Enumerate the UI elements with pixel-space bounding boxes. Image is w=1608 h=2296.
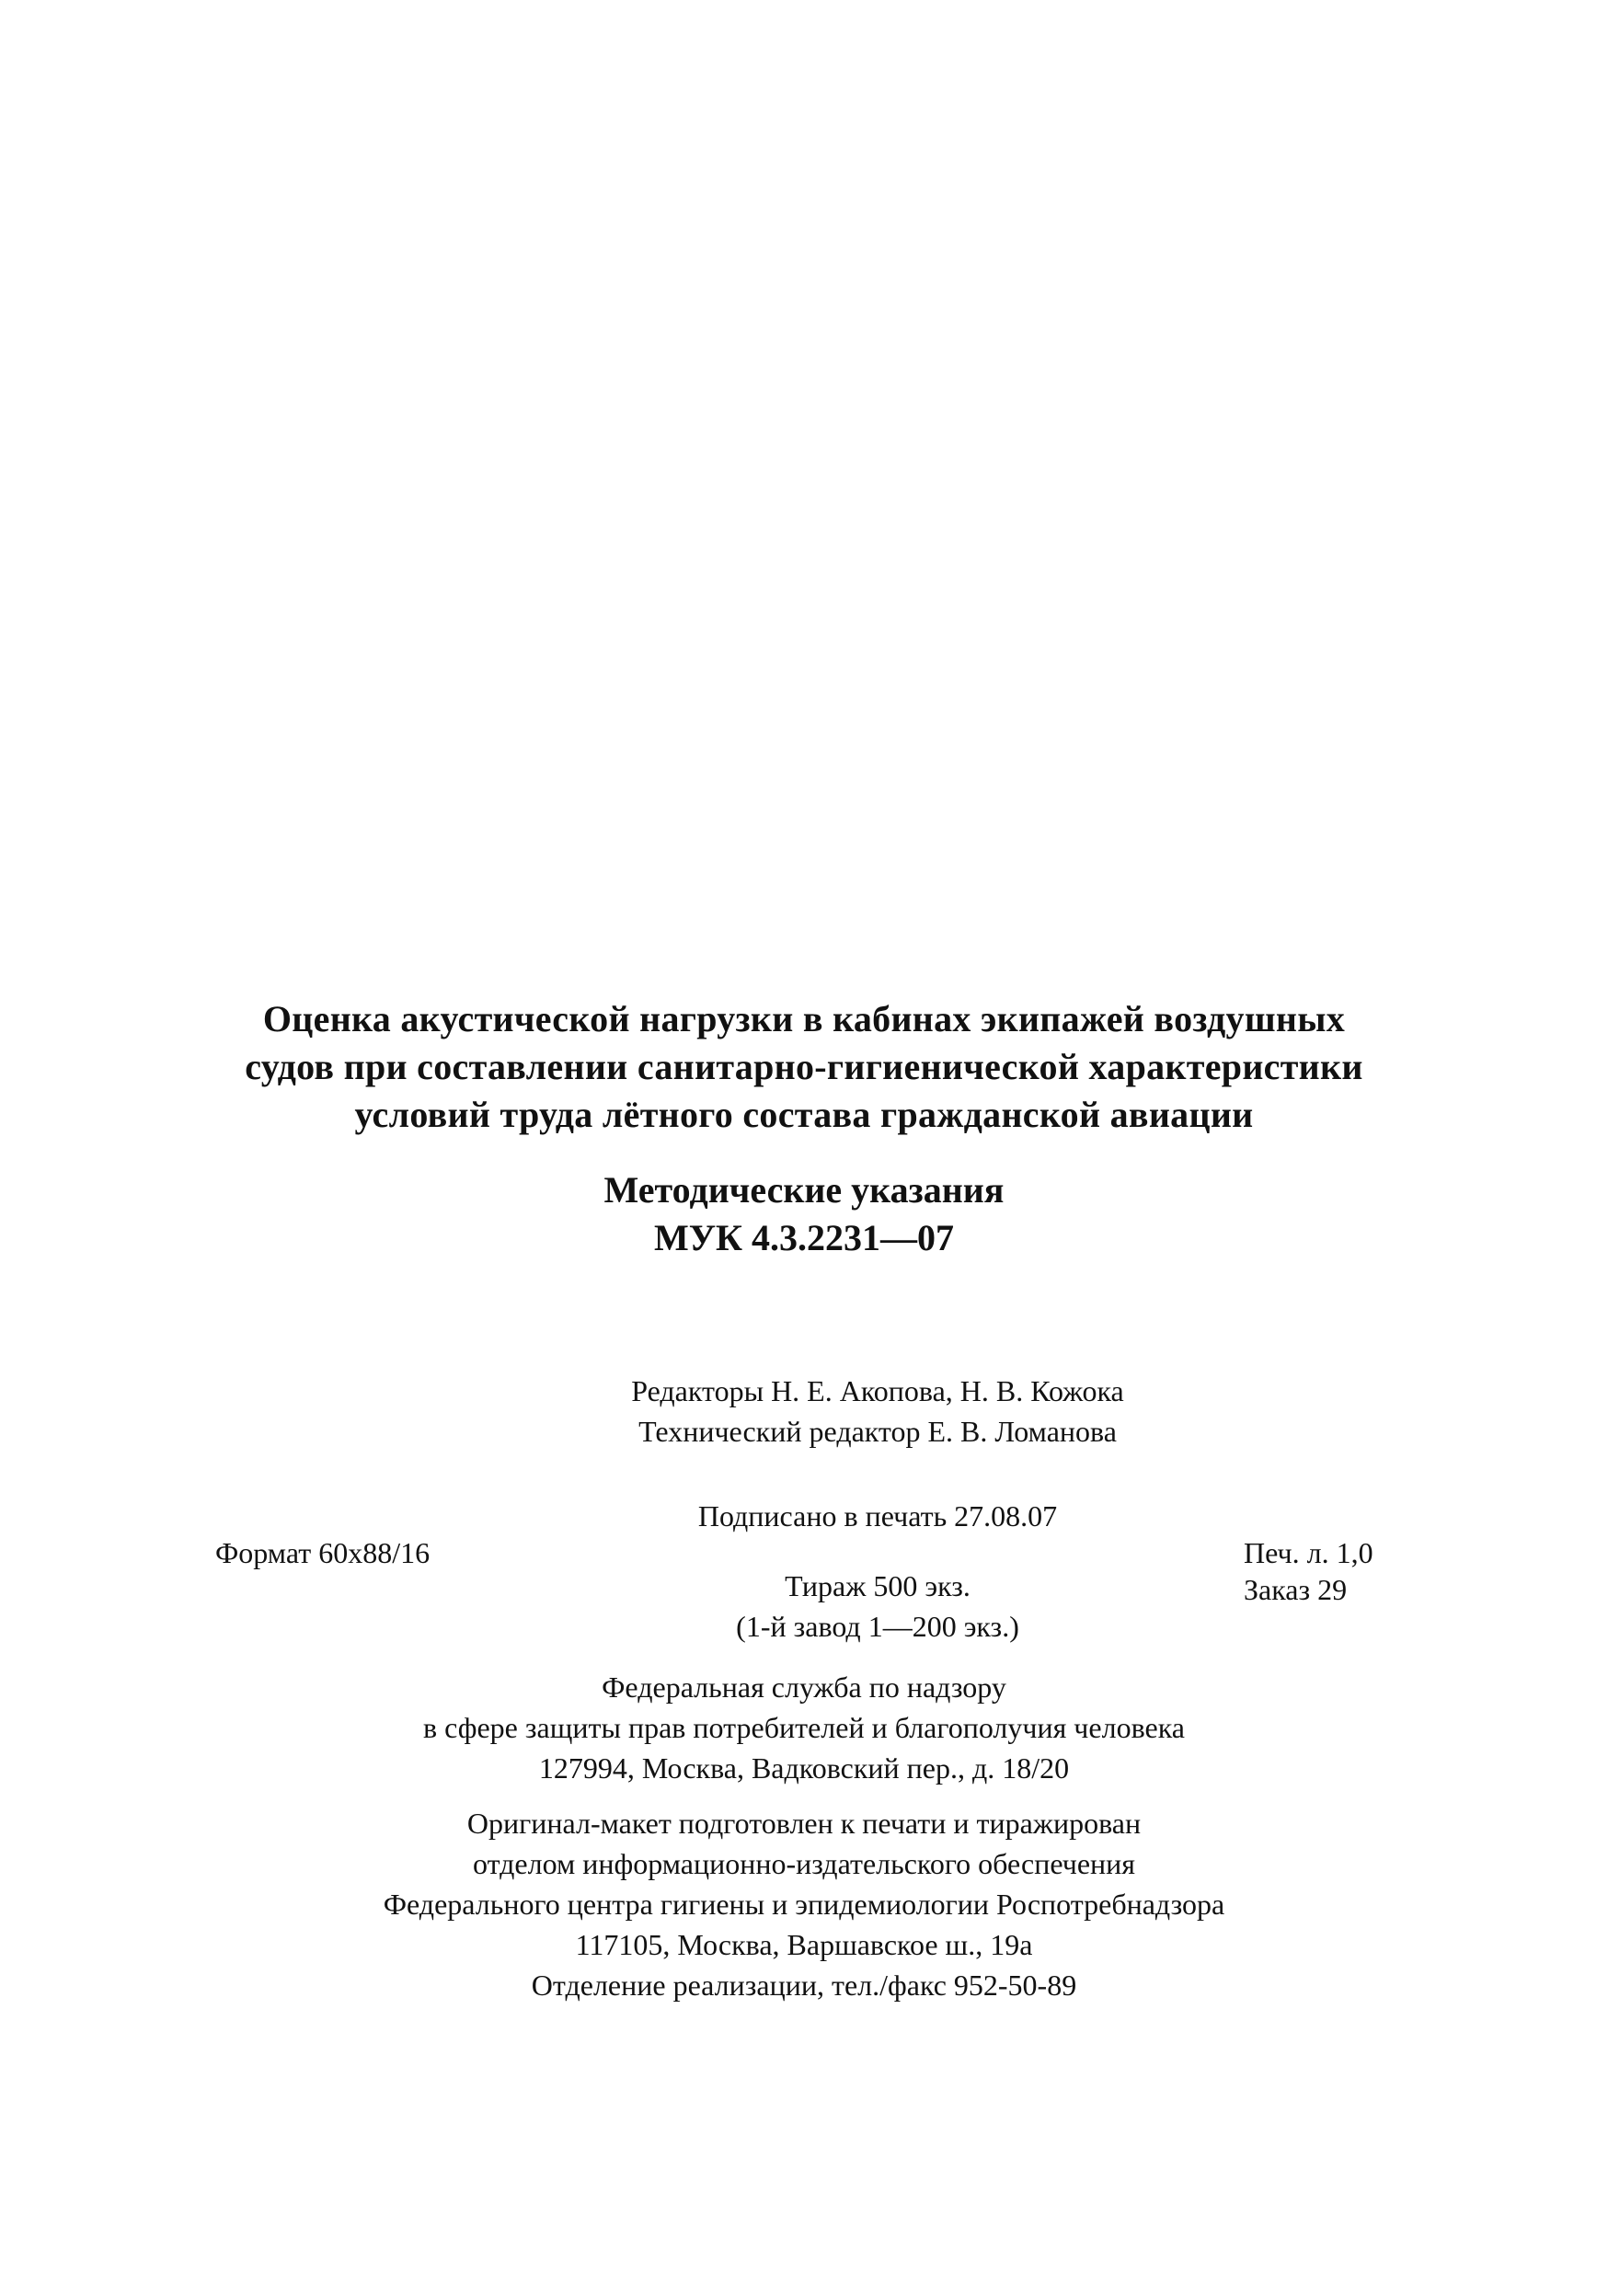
publisher-line-3: Федерального центра гигиены и эпидемиологии Роспотребнадзора — [383, 1888, 1225, 1921]
publisher-address: 117105, Москва, Варшавское ш., 19а — [575, 1928, 1033, 1961]
title-line-1: Оценка акустической нагрузки в кабинах экипажей воздушных — [262, 998, 1346, 1039]
printed-sheets: Печ. л. 1,0 — [1244, 1536, 1373, 1569]
title-line-3: условий труда лётного состава гражданской авиации — [354, 1094, 1254, 1135]
publisher-line-1: Оригинал-макет подготовлен к печати и тиражирован — [466, 1807, 1142, 1840]
subtitle-type: Методические указания — [603, 1169, 1005, 1211]
technical-editor-line: Технический редактор Е. В. Ломанова — [638, 1415, 1117, 1448]
editors-line: Редакторы Н. Е. Акопова, Н. В. Кожока — [631, 1374, 1124, 1407]
editors-credits — [350, 1371, 1406, 1452]
order-number: Заказ 29 — [1244, 1573, 1348, 1606]
agency-line-1: Федеральная служба по надзору — [602, 1670, 1006, 1704]
agency-info — [276, 1667, 1332, 1788]
print-run — [350, 1566, 1406, 1647]
agency-line-2: в сфере защиты прав потребителей и благополучия человека — [423, 1711, 1185, 1744]
sales-department: Отделение реализации, тел./факс 952-50-89 — [531, 1969, 1077, 2002]
document-subtitle — [276, 1166, 1332, 1262]
agency-address: 127994, Москва, Вадковский пер., д. 18/20 — [538, 1751, 1070, 1785]
paper-format: Формат 60x88/16 — [215, 1536, 431, 1569]
print-run-total: Тираж 500 экз. — [785, 1569, 971, 1602]
signed-to-print: Подписано в печать 27.08.07 — [697, 1499, 1058, 1533]
print-run-first-batch: (1-й завод 1—200 экз.) — [736, 1610, 1019, 1643]
publisher-line-2: отделом информационно-издательского обеспечения — [472, 1847, 1136, 1880]
subtitle-code: МУК 4.3.2231—07 — [653, 1217, 955, 1258]
publisher-info — [276, 1803, 1332, 2005]
document-title — [184, 995, 1424, 1139]
title-line-2: судов при составлении санитарно-гигиенической характеристики — [245, 1046, 1363, 1087]
